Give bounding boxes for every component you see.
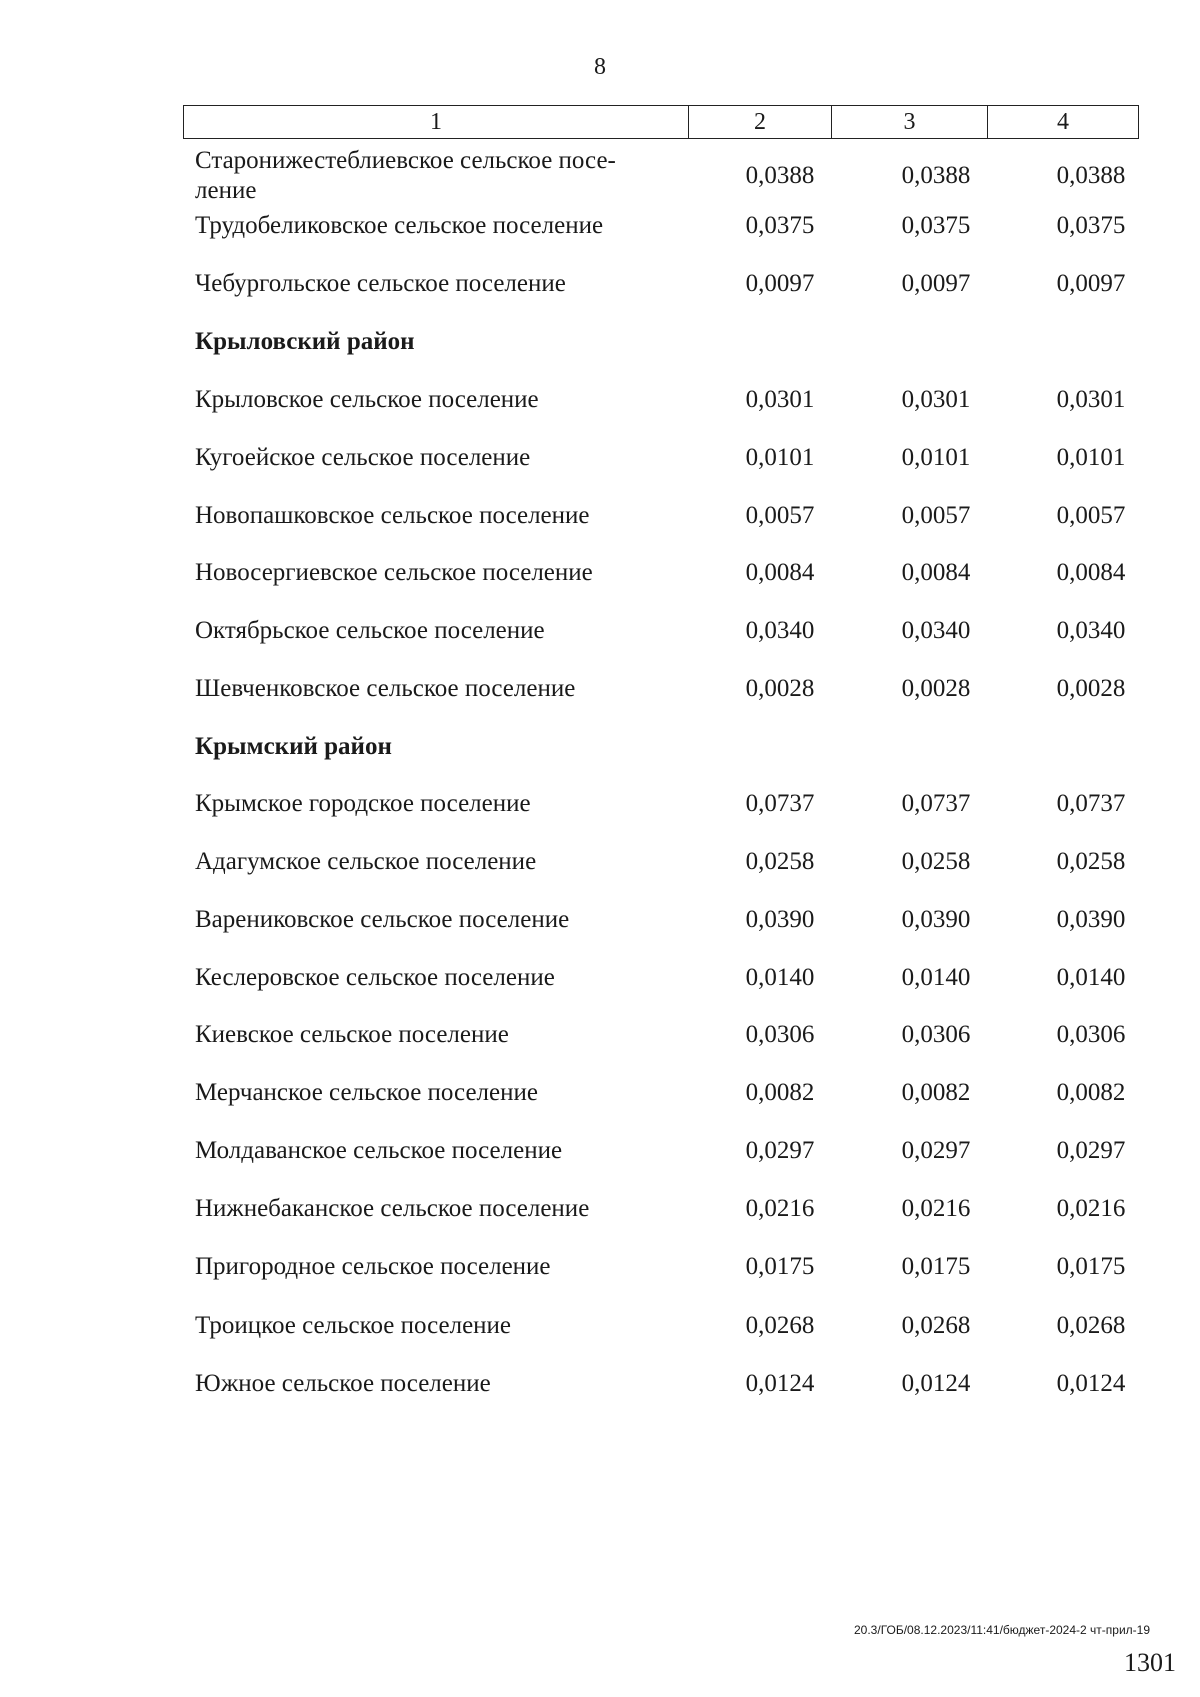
header-col-4: 4 bbox=[1057, 109, 1069, 135]
table-header bbox=[183, 105, 1139, 139]
table-row bbox=[0, 846, 1200, 886]
settlement-name bbox=[195, 210, 685, 242]
value-col-2: 0,0124 bbox=[745, 1370, 815, 1397]
value-col-3: 0,0028 bbox=[901, 675, 971, 702]
value-col-2: 0,0097 bbox=[745, 270, 815, 297]
district-name bbox=[195, 326, 685, 358]
value-col-4: 0,0028 bbox=[1056, 675, 1126, 702]
value-col-2: 0,0084 bbox=[745, 559, 815, 586]
value-col-2: 0,0028 bbox=[745, 675, 815, 702]
value-col-3: 0,0737 bbox=[901, 790, 971, 817]
value-col-3: 0,0340 bbox=[901, 617, 971, 644]
value-col-3: 0,0057 bbox=[901, 502, 971, 529]
name-line: Молдаванское сельское поселение bbox=[195, 1137, 563, 1164]
name-line: Варениковское сельское поселение bbox=[195, 906, 570, 933]
name-line: Кеслеровское сельское поселение bbox=[195, 964, 555, 991]
name-line: Новопашковское сельское поселение bbox=[195, 502, 590, 529]
settlement-name bbox=[195, 788, 685, 820]
settlement-name bbox=[195, 1019, 685, 1051]
value-col-4: 0,0258 bbox=[1056, 848, 1126, 875]
table-row bbox=[0, 268, 1200, 308]
name-line: Кугоейское сельское поселение bbox=[195, 444, 531, 471]
settlement-name bbox=[195, 1135, 685, 1167]
name-line: Трудобеликовское сельское поселение bbox=[195, 212, 604, 239]
settlement-name bbox=[195, 1368, 685, 1400]
table-row bbox=[0, 146, 1200, 204]
settlement-name bbox=[195, 1193, 685, 1225]
value-col-4: 0,0737 bbox=[1056, 790, 1126, 817]
settlement-name bbox=[195, 1251, 685, 1283]
value-col-2: 0,0216 bbox=[745, 1195, 815, 1222]
value-col-4: 0,0082 bbox=[1056, 1079, 1126, 1106]
value-col-3: 0,0101 bbox=[901, 444, 971, 471]
settlement-name bbox=[195, 1310, 685, 1342]
name-line: Крымский район bbox=[195, 733, 392, 760]
table-row bbox=[0, 1310, 1200, 1350]
header-col-2: 2 bbox=[689, 106, 832, 138]
table-row bbox=[0, 1368, 1200, 1408]
settlement-name bbox=[195, 146, 685, 206]
document-code: 20.3/ГОБ/08.12.2023/11:41/бюджет-2024-2 чт-прил-19 bbox=[854, 1623, 1150, 1637]
value-col-2: 0,0297 bbox=[745, 1137, 815, 1164]
header-col-3: 3 bbox=[832, 106, 988, 138]
district-heading-row bbox=[0, 731, 1200, 771]
table-row bbox=[0, 904, 1200, 944]
value-col-3: 0,0082 bbox=[901, 1079, 971, 1106]
settlement-name bbox=[195, 500, 685, 532]
table-row bbox=[0, 962, 1200, 1002]
table-row bbox=[0, 1251, 1200, 1291]
value-col-2: 0,0306 bbox=[745, 1021, 815, 1048]
value-col-2: 0,0057 bbox=[745, 502, 815, 529]
name-line: Октябрьское сельское поселение bbox=[195, 617, 545, 644]
value-col-2: 0,0737 bbox=[745, 790, 815, 817]
district-heading-row bbox=[0, 326, 1200, 366]
value-col-2: 0,0390 bbox=[745, 906, 815, 933]
settlement-name bbox=[195, 962, 685, 994]
value-col-3: 0,0216 bbox=[901, 1195, 971, 1222]
value-col-2: 0,0375 bbox=[745, 212, 815, 239]
name-line: Шевченковское сельское поселение bbox=[195, 675, 576, 702]
settlement-name bbox=[195, 1077, 685, 1109]
settlement-name bbox=[195, 557, 685, 589]
value-col-4: 0,0057 bbox=[1056, 502, 1126, 529]
name-line: Киевское сельское поселение bbox=[195, 1021, 509, 1048]
value-col-2: 0,0301 bbox=[745, 386, 815, 413]
table-row bbox=[0, 788, 1200, 828]
page-number: 8 bbox=[594, 54, 606, 80]
name-line: Крымское городское поселение bbox=[195, 790, 531, 817]
value-col-3: 0,0268 bbox=[901, 1312, 971, 1339]
value-col-4: 0,0097 bbox=[1056, 270, 1126, 297]
settlement-name bbox=[195, 673, 685, 705]
value-col-3: 0,0124 bbox=[901, 1370, 971, 1397]
name-line: Троицкое сельское поселение bbox=[195, 1312, 512, 1339]
value-col-2: 0,0388 bbox=[745, 162, 815, 189]
table-row bbox=[0, 210, 1200, 250]
name-line: Нижнебаканское сельское поселение bbox=[195, 1195, 590, 1222]
value-col-4: 0,0268 bbox=[1056, 1312, 1126, 1339]
name-line: Чебургольское сельское поселение bbox=[195, 270, 566, 297]
table-row bbox=[0, 1019, 1200, 1059]
settlement-name bbox=[195, 846, 685, 878]
value-col-4: 0,0175 bbox=[1056, 1253, 1126, 1280]
value-col-2: 0,0268 bbox=[745, 1312, 815, 1339]
value-col-4: 0,0306 bbox=[1056, 1021, 1126, 1048]
value-col-4: 0,0084 bbox=[1056, 559, 1126, 586]
value-col-3: 0,0297 bbox=[901, 1137, 971, 1164]
value-col-4: 0,0375 bbox=[1056, 212, 1126, 239]
name-line: ление bbox=[195, 177, 257, 204]
value-col-4: 0,0216 bbox=[1056, 1195, 1126, 1222]
value-col-3: 0,0375 bbox=[901, 212, 971, 239]
value-col-4: 0,0301 bbox=[1056, 386, 1126, 413]
table-row bbox=[0, 1193, 1200, 1233]
value-col-3: 0,0258 bbox=[901, 848, 971, 875]
value-col-2: 0,0175 bbox=[745, 1253, 815, 1280]
table-row bbox=[0, 1077, 1200, 1117]
value-col-4: 0,0297 bbox=[1056, 1137, 1126, 1164]
name-line: Крыловский район bbox=[195, 328, 415, 355]
name-line: Пригородное сельское поселение bbox=[195, 1253, 551, 1280]
table-row bbox=[0, 442, 1200, 482]
value-col-4: 0,0124 bbox=[1056, 1370, 1126, 1397]
table-row bbox=[0, 615, 1200, 655]
table-row bbox=[0, 1135, 1200, 1175]
value-col-2: 0,0258 bbox=[745, 848, 815, 875]
name-line: Новосергиевское сельское поселение bbox=[195, 559, 593, 586]
value-col-3: 0,0097 bbox=[901, 270, 971, 297]
name-line: Мерчанское сельское поселение bbox=[195, 1079, 538, 1106]
settlement-name bbox=[195, 904, 685, 936]
name-line: Крыловское сельское поселение bbox=[195, 386, 539, 413]
value-col-3: 0,0175 bbox=[901, 1253, 971, 1280]
value-col-3: 0,0390 bbox=[901, 906, 971, 933]
value-col-4: 0,0101 bbox=[1056, 444, 1126, 471]
value-col-3: 0,0388 bbox=[901, 162, 971, 189]
sheet-number: 1301 bbox=[1124, 1648, 1176, 1677]
name-line: Южное сельское поселение bbox=[195, 1370, 491, 1397]
settlement-name bbox=[195, 442, 685, 474]
table-row bbox=[0, 384, 1200, 424]
value-col-3: 0,0084 bbox=[901, 559, 971, 586]
value-col-3: 0,0140 bbox=[901, 964, 971, 991]
value-col-2: 0,0082 bbox=[745, 1079, 815, 1106]
district-name bbox=[195, 731, 685, 763]
settlement-name bbox=[195, 615, 685, 647]
value-col-4: 0,0388 bbox=[1056, 162, 1126, 189]
table-row bbox=[0, 557, 1200, 597]
name-line: Старонижестеблиевское сельское посе- bbox=[195, 147, 616, 174]
value-col-4: 0,0390 bbox=[1056, 906, 1126, 933]
value-col-2: 0,0140 bbox=[745, 964, 815, 991]
table-row bbox=[0, 500, 1200, 540]
value-col-3: 0,0306 bbox=[901, 1021, 971, 1048]
settlement-name bbox=[195, 384, 685, 416]
table-row bbox=[0, 673, 1200, 713]
value-col-4: 0,0140 bbox=[1056, 964, 1126, 991]
value-col-4: 0,0340 bbox=[1056, 617, 1126, 644]
value-col-2: 0,0101 bbox=[745, 444, 815, 471]
name-line: Адагумское сельское поселение bbox=[195, 848, 537, 875]
settlement-name bbox=[195, 268, 685, 300]
header-col-1: 1 bbox=[184, 106, 689, 138]
value-col-2: 0,0340 bbox=[745, 617, 815, 644]
value-col-3: 0,0301 bbox=[901, 386, 971, 413]
